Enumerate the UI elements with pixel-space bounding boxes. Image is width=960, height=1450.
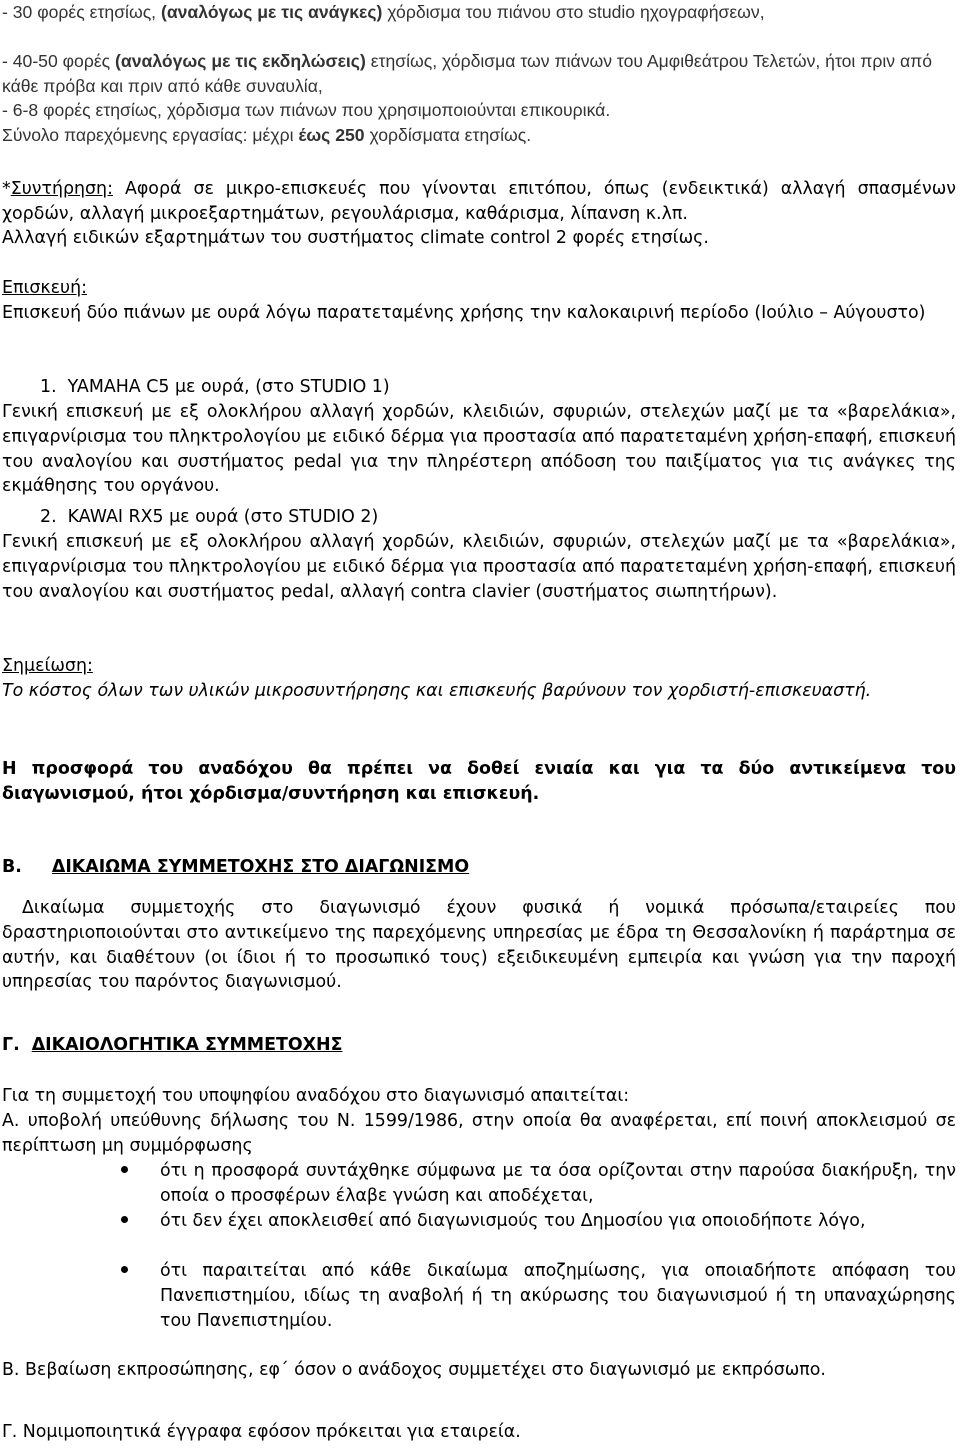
list-item: ότι η προσφορά συντάχθηκε σύμφωνα με τα όσα ορίζονται στην παρούσα διακήρυξη, την οποία ο προσφέρων έλαβε γνώση και αποδέχεται, xyxy=(160,1161,956,1206)
bullet-icon xyxy=(121,1216,128,1223)
note-text: Το κόστος όλων των υλικών μικροσυντήρησης και επισκευής βαρύνουν τον χορδιστή-επισκευαστή. xyxy=(2,681,872,701)
section-b-text: Δικαίωμα συμμετοχής στο διαγωνισμό έχουν φυσικά ή νομικά πρόσωπα/εταιρείες που δραστηριοποιούνται στο αντικείμενο της παρεχόμενης υπηρεσίας με έδρα τη Θεσσαλονίκη ή παράρτημα σε αυτήν, και διαθέτουν (οι ίδιοι ή το προσωπικό τους) εξειδικευμένη εμπειρία και γνώση για την παροχή υπηρεσίας του παρόντος διαγωνισμού. xyxy=(2,898,956,993)
section-c-item-b: Β. Βεβαίωση εκπροσώπησης, εφ΄ όσον ο ανάδοχος συμμετέχει στο διαγωνισμό με εκπρόσωπο. xyxy=(2,1360,826,1380)
section-c-intro: Για τη συμμετοχή του υποψηφίου αναδόχου στο διαγωνισμό απαιτείται: xyxy=(2,1086,630,1106)
repair-item-2-title: 2. KAWAI RX5 με ουρά (στο STUDIO 2) xyxy=(40,507,379,527)
list-item: ότι δεν έχει αποκλεισθεί από διαγωνισμούς του Δημοσίου για οποιοδήποτε λόγο, xyxy=(160,1211,866,1231)
tuning-line-auxiliary: - 6-8 φορές ετησίως, χόρδισμα των πιάνων που χρησιμοποιούνται επικουρικά. xyxy=(2,100,611,120)
section-b-heading: Β. ΔΙΚΑΙΩΜΑ ΣΥΜΜΕΤΟΧΗΣ ΣΤΟ ΔΙΑΓΩΝΙΣΜΟ xyxy=(2,857,470,877)
bullet-icon xyxy=(121,1266,128,1273)
note-label: Σημείωση: xyxy=(2,656,93,676)
maintenance-paragraph: *Συντήρηση: Αφορά σε μικρο-επισκευές που γίνονται επιτόπου, όπως (ενδεικτικά) αλλαγή σπασμένων χορδών, αλλαγή μικροεξαρτημάτων, ρεγουλάρισμα, καθάρισμα, λίπανση κ.λπ. xyxy=(2,179,956,224)
repair-item-1-text: Γενική επισκευή με εξ ολοκλήρου αλλαγή χορδών, κλειδιών, σφυριών, στελεχών μαζί με τα «βαρελάκια», επιγαρνίρισμα του πληκτρολογίου με ειδικό δέρμα για προστασία από παρατεταμένη χρήση-επαφή, επισκευή του αναλογίου και συστήματος pedal για την πληρέστερη απόδοση του παιξίματος για τις ανάγκες της εκμάθησης του οργάνου. xyxy=(2,402,956,497)
offer-statement: Η προσφορά του αναδόχου θα πρέπει να δοθεί ενιαία και για τα δύο αντικείμενα του διαγωνισμού, ήτοι χόρδισμα/συντήρηση και επισκευή. xyxy=(2,759,956,804)
tuning-line-studio: - 30 φορές ετησίως, (αναλόγως με τις ανάγκες) χόρδισμα του πιάνου στο studio ηχογραφήσεων, xyxy=(2,2,765,22)
climate-control-line: Αλλαγή ειδικών εξαρτημάτων του συστήματος climate control 2 φορές ετησίως. xyxy=(2,228,709,248)
repair-label: Επισκευή: xyxy=(2,278,87,298)
list-item: ότι παραιτείται από κάθε δικαίωμα αποζημίωσης, για οποιαδήποτε απόφαση του Πανεπιστημίου, ιδίως τη αναβολή ή τη ακύρωσης του διαγωνισμού ή τη υπαναχώρησης του Πανεπιστημίου. xyxy=(160,1261,956,1331)
section-c-item-a: Α. υποβολή υπεύθυνης δήλωσης του Ν. 1599/1986, στην οποία θα αναφέρεται, επί ποινή αποκλεισμού σε περίπτωση μη συμμόρφωσης xyxy=(2,1111,956,1156)
repair-intro: Επισκευή δύο πιάνων με ουρά λόγω παρατεταμένης χρήσης την καλοκαιρινή περίοδο (Ιούλιο – Αύγουστο) xyxy=(2,303,926,323)
tuning-total: Σύνολο παρεχόμενης εργασίας: μέχρι έως 250 χορδίσματα ετησίως. xyxy=(2,125,532,145)
repair-item-1-title: 1. YAMAHA C5 με ουρά, (στο STUDIO 1) xyxy=(40,377,390,397)
tuning-line-amphitheatre: - 40-50 φορές (αναλόγως με τις εκδηλώσεις) ετησίως, χόρδισμα των πιάνων του Αμφιθεάτρου Τελετών, ήτοι πριν από κάθε πρόβα και πριν από κάθε συναυλία, xyxy=(2,51,933,96)
bullet-icon xyxy=(121,1166,128,1173)
repair-item-2-text: Γενική επισκευή με εξ ολοκλήρου αλλαγή χορδών, κλειδιών, σφυριών, στελεχών μαζί με τα «βαρελάκια», επιγαρνίρισμα του πληκτρολογίου με ειδικό δέρμα για προστασία από παρατεταμένη χρήση-επαφή, επισκευή του αναλογίου και συστήματος pedal, αλλαγή contra clavier (συστήματος σιωπητήρων). xyxy=(2,532,956,602)
maintenance-label: Συντήρηση: xyxy=(10,179,113,199)
section-c-item-c: Γ. Νομιμοποιητικά έγγραφα εφόσον πρόκειται για εταιρεία. xyxy=(2,1422,521,1442)
section-c-heading: Γ. ΔΙΚΑΙΟΛΟΓΗΤΙΚΑ ΣΥΜΜΕΤΟΧΗΣ xyxy=(2,1035,343,1055)
